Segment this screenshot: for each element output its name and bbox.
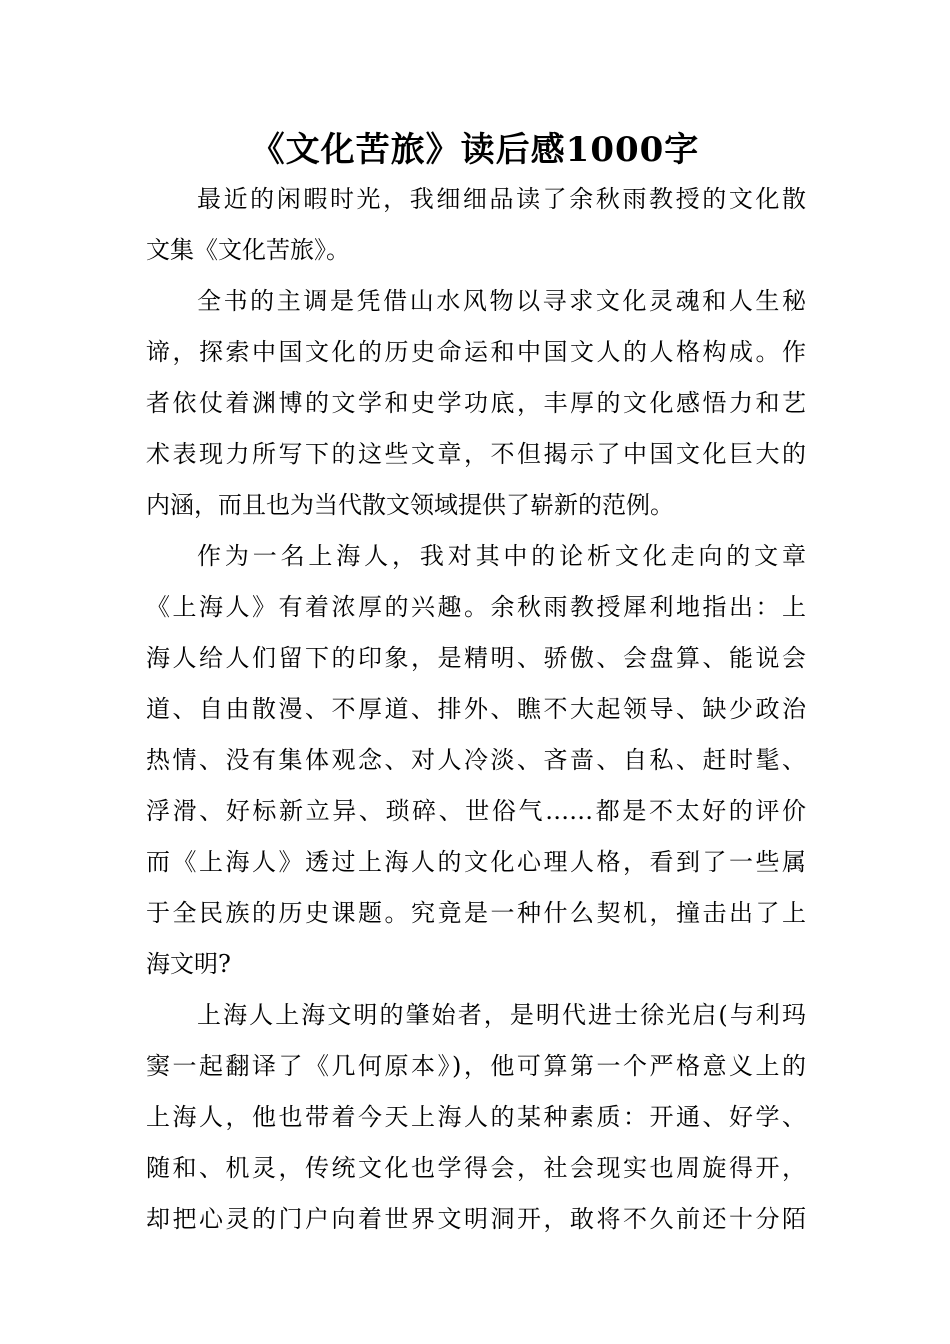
paragraph-3-line-5: 热情、没有集体观念、对人冷淡、吝啬、自私、赶时髦、 — [146, 746, 806, 774]
paragraph-3-line-1: 作为一名上海人，我对其中的论析文化走向的文章 — [197, 542, 806, 570]
paragraph-3-line-8: 于全民族的历史课题。究竟是一种什么契机，撞击出了上 — [146, 899, 806, 927]
paragraph-2-line-5: 内涵，而且也为当代散文领域提供了崭新的范例。 — [146, 491, 674, 519]
paragraph-2-line-1: 全书的主调是凭借山水风物以寻求文化灵魂和人生秘 — [197, 287, 806, 315]
paragraph-1-line-2: 文集《文化苦旅》。 — [146, 236, 350, 264]
paragraph-3-line-3: 海人给人们留下的印象，是精明、骄傲、会盘算、能说会 — [146, 644, 806, 672]
paragraph-4-line-5: 却把心灵的门户向着世界文明洞开，敢将不久前还十分陌 — [146, 1205, 806, 1233]
paragraph-3-line-7: 而《上海人》透过上海人的文化心理人格，看到了一些属 — [146, 848, 806, 876]
paragraph-2-line-3: 者依仗着渊博的文学和史学功底，丰厚的文化感悟力和艺 — [146, 389, 806, 417]
paragraph-4-line-3: 上海人，他也带着今天上海人的某种素质：开通、好学、 — [146, 1103, 806, 1131]
document-title: 《文化苦旅》读后感1000字 — [250, 130, 700, 170]
paragraph-3-line-4: 道、自由散漫、不厚道、排外、瞧不大起领导、缺少政治 — [146, 695, 806, 723]
paragraph-1-line-1: 最近的闲暇时光，我细细品读了余秋雨教授的文化散 — [197, 185, 806, 213]
paragraph-3-line-9: 海文明? — [146, 950, 231, 978]
paragraph-4-line-4: 随和、机灵，传统文化也学得会，社会现实也周旋得开， — [146, 1154, 806, 1182]
paragraph-4-line-2: 窦一起翻译了《几何原本》)，他可算第一个严格意义上的 — [146, 1052, 806, 1080]
paragraph-3-line-2: 《上海人》有着浓厚的兴趣。余秋雨教授犀利地指出：上 — [146, 593, 806, 621]
paragraph-2-line-2: 谛，探索中国文化的历史命运和中国文人的人格构成。作 — [146, 338, 806, 366]
paragraph-2-line-4: 术表现力所写下的这些文章，不但揭示了中国文化巨大的 — [146, 440, 806, 468]
paragraph-3-line-6: 浮滑、好标新立异、琐碎、世俗气……都是不太好的评价 — [146, 797, 806, 825]
paragraph-4-line-1: 上海人上海文明的肇始者，是明代进士徐光启(与利玛 — [197, 1001, 806, 1029]
